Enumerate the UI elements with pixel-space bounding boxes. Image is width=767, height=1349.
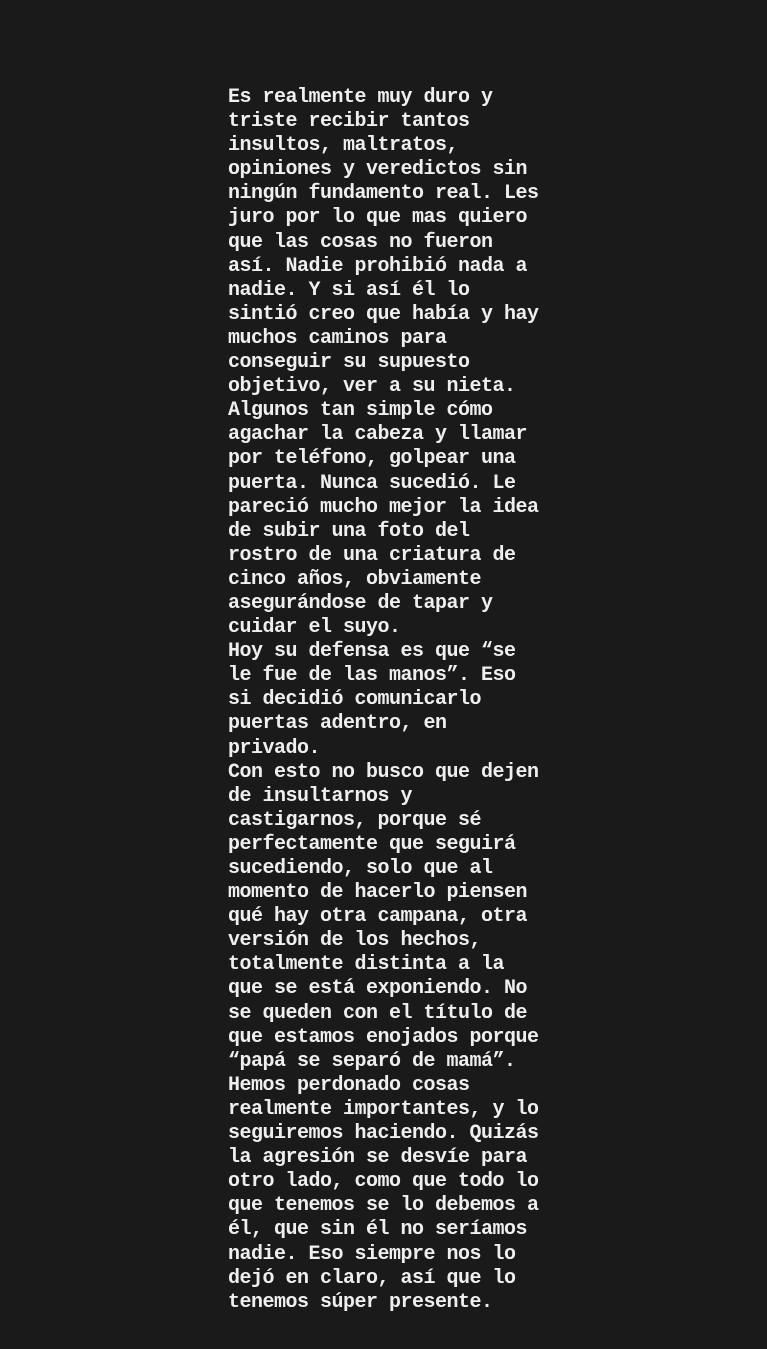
story-text-line: tenemos súper presente. (228, 1290, 493, 1314)
story-text-line: castigarnos, porque sé (228, 808, 482, 832)
story-text-line: que se está exponiendo. No (228, 977, 528, 1001)
story-text-line: Con esto no busco que dejen (228, 760, 539, 784)
story-text-line: le fue de las manos”. Eso (228, 664, 516, 688)
story-text-line: momento de hacerlo piensen (228, 881, 528, 905)
story-text-line: que estamos enojados porque (228, 1025, 539, 1049)
story-text-line: él, que sin él no seríamos (228, 1218, 528, 1242)
story-text-block (228, 86, 588, 1315)
story-text-line: se queden con el título de (228, 1001, 528, 1025)
story-text-line: opiniones y veredictos sin (228, 158, 528, 182)
story-text-line: Hemos perdonado cosas (228, 1073, 470, 1097)
story-text-line: agachar la cabeza y llamar (228, 423, 528, 447)
story-text-line: sucediendo, solo que al (228, 857, 493, 880)
story-text-line: qué hay otra campana, otra (228, 905, 528, 929)
story-text-line: de subir una foto del (228, 519, 470, 543)
story-text-line: seguiremos haciendo. Quizás (228, 1122, 539, 1146)
story-text-line: por teléfono, golpear una (228, 447, 516, 471)
story-text-line: versión de los hechos, (228, 929, 482, 953)
story-text-line: si decidió comunicarlo (228, 688, 482, 712)
story-text-line: dejó en claro, así que lo (228, 1266, 516, 1290)
story-text-line: juro por lo que mas quiero (228, 206, 528, 230)
story-text-line: muchos caminos para (228, 326, 447, 350)
story-text-line: Es realmente muy duro y (228, 86, 493, 109)
story-text-line: triste recibir tantos (228, 110, 470, 134)
story-text-line: ningún fundamento real. Les (228, 182, 539, 206)
story-text-line: privado. (228, 736, 321, 760)
story-text-line: otro lado, como que todo lo (228, 1170, 539, 1194)
story-text-line: cuidar el suyo. (228, 616, 401, 640)
story-text-line: objetivo, ver a su nieta. (228, 375, 516, 399)
story-text-line: “papá se separó de mamá”. (228, 1049, 516, 1073)
story-text-line: cinco años, obviamente (228, 567, 482, 591)
story-text-line: puertas adentro, en (228, 712, 447, 736)
story-text-line: totalmente distinta a la (228, 953, 505, 977)
story-text-line: asegurándose de tapar y (228, 591, 493, 615)
story-text-line: que tenemos se lo debemos a (228, 1194, 539, 1218)
story-text-line: insultos, maltratos, (228, 134, 459, 158)
story-text-line: perfectamente que seguirá (228, 832, 516, 856)
story-text-line: así. Nadie prohibió nada a (228, 254, 528, 278)
story-text-line: Hoy su defensa es que “se (228, 640, 516, 664)
story-text-line: nadie. Eso siempre nos lo (228, 1242, 516, 1266)
story-text-line: Algunos tan simple cómo (228, 399, 493, 423)
story-text-line: conseguir su supuesto (228, 351, 470, 375)
story-text-line: la agresión se desvíe para (228, 1146, 528, 1170)
story-text-line: de insultarnos y (228, 784, 413, 808)
story-text-line: realmente importantes, y lo (228, 1097, 539, 1121)
story-text-line: puerta. Nunca sucedió. Le (228, 471, 516, 495)
story-text-line: rostro de una criatura de (228, 543, 516, 567)
story-text-line: pareció mucho mejor la idea (228, 495, 539, 519)
story-text-line: que las cosas no fueron (228, 230, 493, 254)
story-text-line: sintió creo que había y hay (228, 302, 539, 326)
story-text-line: nadie. Y si así él lo (228, 278, 470, 302)
